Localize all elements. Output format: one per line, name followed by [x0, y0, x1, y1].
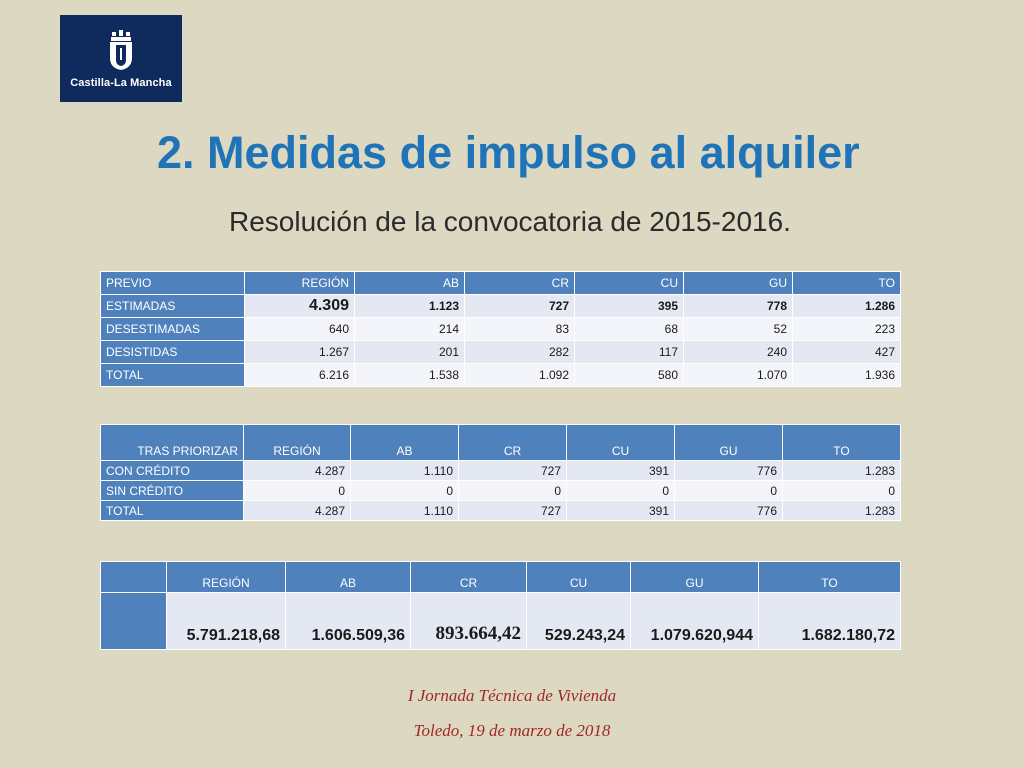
- column-header: PREVIO: [101, 272, 245, 295]
- table-cell: 778: [684, 295, 793, 318]
- table-cell: 5.791.218,68: [167, 593, 286, 650]
- column-header: CU: [575, 272, 684, 295]
- importes-table: [100, 561, 901, 650]
- footer-event: I Jornada Técnica de Vivienda: [407, 686, 617, 705]
- row-label: DESISTIDAS: [101, 341, 245, 364]
- table-cell: 776: [675, 501, 783, 521]
- table-cell: 580: [575, 364, 684, 387]
- table-cell: 68: [575, 318, 684, 341]
- table-cell: 391: [567, 501, 675, 521]
- column-header: GU: [631, 562, 759, 593]
- column-header: REGIÓN: [245, 272, 355, 295]
- table-cell: 240: [684, 341, 793, 364]
- table-cell: 1.936: [793, 364, 901, 387]
- row-label: ESTIMADAS: [101, 295, 245, 318]
- table-cell: 4.287: [244, 501, 351, 521]
- table-cell: 1.283: [783, 461, 901, 481]
- page-title: 2. Medidas de impulso al alquiler: [157, 127, 860, 178]
- table-header-row: [101, 562, 901, 593]
- column-header-empty: [101, 562, 167, 593]
- column-header: AB: [355, 272, 465, 295]
- table-cell: 0: [244, 481, 351, 501]
- table-row: [101, 461, 901, 481]
- column-header: AB: [286, 562, 411, 593]
- table-cell: 282: [465, 341, 575, 364]
- page-subtitle: Resolución de la convocatoria de 2015-2016.: [229, 206, 791, 237]
- table-cell: 6.216: [245, 364, 355, 387]
- table-row: [101, 593, 901, 650]
- table-cell: 0: [567, 481, 675, 501]
- column-header: CR: [465, 272, 575, 295]
- table-row: [101, 481, 901, 501]
- row-label: CON CRÉDITO: [101, 461, 244, 481]
- column-header: GU: [675, 425, 783, 461]
- table-cell: 1.123: [355, 295, 465, 318]
- column-header: CU: [567, 425, 675, 461]
- column-header: AB: [351, 425, 459, 461]
- table-cell: 1.283: [783, 501, 901, 521]
- row-label: DESESTIMADAS: [101, 318, 245, 341]
- coat-of-arms-icon: [108, 30, 134, 70]
- table-cell: 4.287: [244, 461, 351, 481]
- table-cell: 727: [459, 461, 567, 481]
- table-header-row: [101, 272, 901, 295]
- row-label-empty: [101, 593, 167, 650]
- tras-priorizar-table: [100, 424, 901, 521]
- column-header: CR: [411, 562, 527, 593]
- table-cell: 52: [684, 318, 793, 341]
- table-cell: 83: [465, 318, 575, 341]
- table-cell: 427: [793, 341, 901, 364]
- table-cell: 0: [351, 481, 459, 501]
- row-label: TOTAL: [101, 364, 245, 387]
- table-cell: 391: [567, 461, 675, 481]
- table-cell: 223: [793, 318, 901, 341]
- table-row: [101, 501, 901, 521]
- column-header: REGIÓN: [167, 562, 286, 593]
- table-cell: 727: [465, 295, 575, 318]
- table-row: [101, 295, 901, 318]
- column-header: TO: [793, 272, 901, 295]
- previo-table: [100, 271, 901, 387]
- logo-text: Castilla-La Mancha: [70, 77, 172, 89]
- column-header: TRAS PRIORIZAR: [101, 425, 244, 461]
- table-cell: 1.267: [245, 341, 355, 364]
- column-header: CR: [459, 425, 567, 461]
- table-row: [101, 318, 901, 341]
- table-cell: 1.070: [684, 364, 793, 387]
- column-header: CU: [527, 562, 631, 593]
- table-cell: 893.664,42: [411, 593, 527, 650]
- table-cell: 0: [783, 481, 901, 501]
- table-cell: 776: [675, 461, 783, 481]
- table-cell: 0: [675, 481, 783, 501]
- table-cell: 727: [459, 501, 567, 521]
- table-row: [101, 364, 901, 387]
- table-cell: 117: [575, 341, 684, 364]
- table-header-row: [101, 425, 901, 461]
- table-cell: 1.538: [355, 364, 465, 387]
- footer-date: Toledo, 19 de marzo de 2018: [413, 721, 611, 740]
- table-cell: 1.079.620,944: [631, 593, 759, 650]
- table-cell: 640: [245, 318, 355, 341]
- column-header: TO: [759, 562, 901, 593]
- table-cell: 1.092: [465, 364, 575, 387]
- table-cell: 4.309: [245, 295, 355, 318]
- column-header: TO: [783, 425, 901, 461]
- table-cell: 201: [355, 341, 465, 364]
- row-label: SIN CRÉDITO: [101, 481, 244, 501]
- table-cell: 1.606.509,36: [286, 593, 411, 650]
- column-header: GU: [684, 272, 793, 295]
- column-header: REGIÓN: [244, 425, 351, 461]
- row-label: TOTAL: [101, 501, 244, 521]
- table-cell: 214: [355, 318, 465, 341]
- table-cell: 1.682.180,72: [759, 593, 901, 650]
- castilla-la-mancha-logo: [60, 15, 182, 102]
- table-cell: 0: [459, 481, 567, 501]
- table-cell: 529.243,24: [527, 593, 631, 650]
- table-cell: 1.110: [351, 501, 459, 521]
- table-cell: 1.286: [793, 295, 901, 318]
- table-row: [101, 341, 901, 364]
- table-cell: 1.110: [351, 461, 459, 481]
- table-cell: 395: [575, 295, 684, 318]
